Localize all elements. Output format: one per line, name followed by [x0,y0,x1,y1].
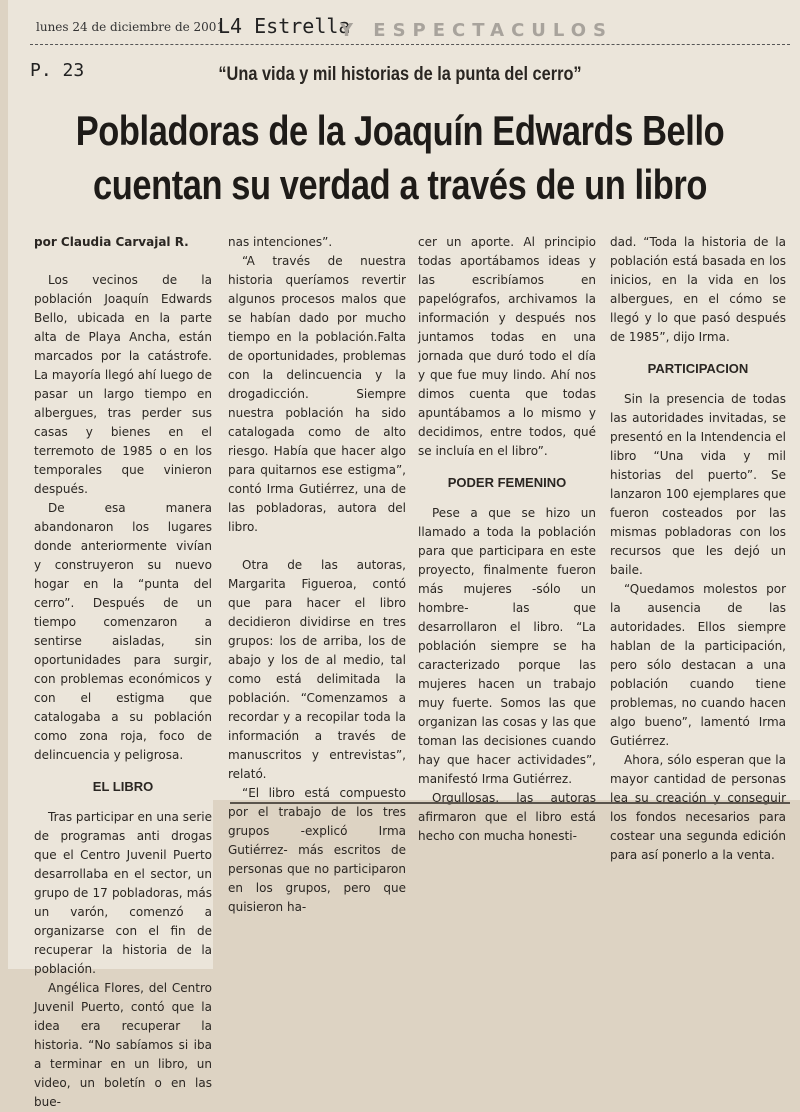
paragraph: Orgullosas, las autoras afirmaron que el libro está hecho con mucha honesti- [418,791,596,843]
handwritten-source: L4 Estrella [218,14,351,38]
paragraph: Angélica Flores, del Centro Juvenil Puerto, contó que la idea era recuperar la historia. “No sabíamos si iba a terminar en un libro, un video, un boletín o en las bue- [34,981,212,1109]
paragraph: Otra de las autoras, Margarita Figueroa, contó que para hacer el libro decidieron dividirse en tres grupos: los de arriba, los de abajo y los de al medio, tal como está delimitada la población. “Comenzamos a recordar y a recopilar toda la información a través de manuscritos y entrevistas”, relató. [228,558,406,781]
column-4 [610,233,786,865]
paragraph: “A través de nuestra historia queríamos revertir algunos procesos malos que se habían dado por mucho tiempo en la población.Falta de oportunidades, problemas con la delincuencia y la drogadicción. Siempre nuestra población ha sido catalogada como de alto riesgo. Había que hacer algo para quitarnos ese estigma”, contó Irma Gutiérrez, una de las pobladoras, autora del libro. [228,254,406,534]
headline [72,104,728,212]
paragraph: “Quedamos molestos por la ausencia de las autoridades. Ellos siempre hablan de la participación, pero sólo destacan a una población cuando tiene problemas, no cuando hacen algo bueno”, lamentó Irma Gutiérrez. [610,582,786,748]
paragraph: Pese a que se hizo un llamado a toda la población para que participara en este proyecto, finalmente fueron más mujeres -sólo un hombre- las que desarrollaron el libro. “La población siempre se ha caracterizado porque las mujeres hacen un trabajo muy fuerte. Somos las que organizan las cosas y las que toman las decisiones cuando hay que hacer actividades”, manifestó Irma Gutiérrez. [418,506,596,786]
paragraph: Tras participar en una serie de programas anti drogas que el Centro Juvenil Puerto desarrollaba en el sector, un grupo de 17 pobladoras, más un varón, comenzó a organizarse con el fin de recuperar la historia de la población. [34,810,212,976]
subheading-participacion: PARTICIPACION [647,361,749,376]
article-end-rule [230,802,790,804]
handwritten-page: P. 23 [30,60,85,81]
paragraph: dad. “Toda la historia de la población está basada en los inicios, en la vida en los albergues, en el cómo se llegó y lo que pasó después de 1985”, dijo Irma. [610,235,786,344]
subheading-el-libro: EL LIBRO [92,779,154,794]
paragraph: Sin la presencia de todas las autoridades invitadas, se presentó en la Intendencia el libro “Una vida y mil historias del puerto”. Se lanzaron 100 ejemplares que fueron costeados por las mismas pobladoras con los recursos que les dejó un baile. [610,392,786,577]
paragraph: Ahora, sólo esperan que la mayor cantidad de personas lea su creación y conseguir los fondos necesarios para costear una segunda edición para así ponerlo a la venta. [610,753,786,862]
column-3 [418,233,596,846]
header-rule [30,44,790,45]
paragraph: “El libro está compuesto por el trabajo de los tres grupos -explicó Irma Gutiérrez- más escritos de personas que no participaron en los grupos, pero que quisieron ha- [228,786,406,914]
section-header: Y ESPECTACULOS [340,20,613,41]
paragraph: De esa manera abandonaron los lugares donde anteriormente vivían y construyeron su nuevo hogar en la “punta del cerro”. Después de un tiempo comenzaron a sentirse aisladas, sin oportunidades para surgir, con problemas económicos y con el estigma que catalogaba a su población como zona roja, foco de delincuencia y peligrosa. [34,501,212,762]
column-1 [34,233,212,1112]
paragraph: Los vecinos de la población Joaquín Edwards Bello, ubicada en la parte alta de Playa Ancha, están marcados por la catástrofe. La mayoría llegó ahí luego de pasar un largo tiempo en albergues, tras perder sus casas y bienes en el terremoto de 1985 o en los temporales que vinieron después. [34,273,212,496]
byline: por Claudia Carvajal R. [34,235,189,249]
dateline: lunes 24 de diciembre de 2001 [36,20,225,34]
paragraph: cer un aporte. Al principio todas aportábamos ideas y las escribíamos en papelógrafos, archivamos la información y después nos juntamos todas en una jornada que duró todo el día y que fue muy lindo. Ahí nos dimos cuenta que todas apuntábamos a lo mismo y decidimos, entre todos, qué se incluía en el libro”. [418,235,596,458]
headline-line-2: cuentan su verdad a través de un libro [92,161,708,208]
subheading-poder-femenino: PODER FEMENINO [447,475,567,490]
headline-line-1: Pobladoras de la Joaquín Edwards Bello [75,107,725,154]
kicker: “Una vida y mil historias de la punta del cerro” [218,64,582,85]
paragraph: nas intenciones”. [228,235,333,249]
column-2 [228,233,406,917]
